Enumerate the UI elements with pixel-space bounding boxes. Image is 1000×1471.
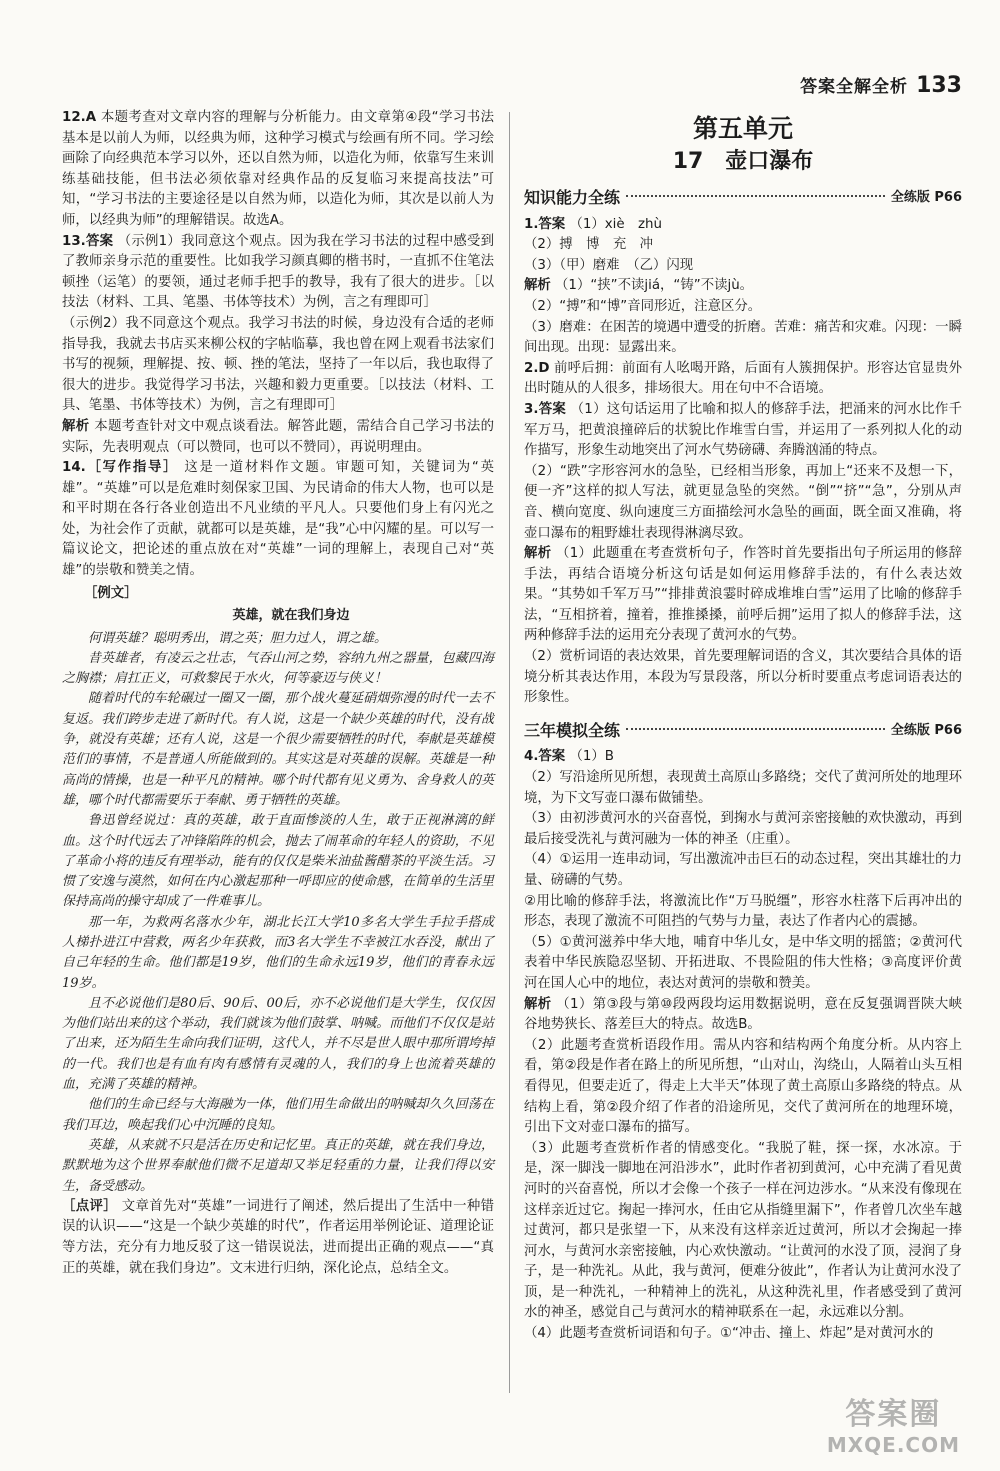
analysis-text: （3）磨难：在困苦的境遇中遭受的折磨。苦难：痛苦和灾难。闪现：一瞬间出现。出现：显露出来。 bbox=[524, 319, 962, 356]
essay-paragraph: 他们的生命已经与大海融为一体，他们用生命做出的呐喊却久久回荡在我们耳边，唤起我们心中沉睡的良知。 bbox=[62, 1097, 494, 1133]
essay-paragraph: 昔英雄者，有凌云之壮志，气吞山河之势，容纳九州之器量，包藏四海之胸襟；肩扛正义，可救黎民于水火，何等豪迈与侠义！ bbox=[62, 650, 494, 687]
answer-tag: 答案 bbox=[538, 749, 566, 765]
essay-paragraph: 且不必说他们是80后、90后、00后，亦不必说他们是大学生，仅仅因为他们站出来的这个举动，我们就该为他们鼓掌、呐喊。而他们不仅仅是站了出来，还为陌生生命向我们证明，这代人，并不尽是世人眼中那所谓垮掉的一代。我们也是有血有肉有感情有灵魂的人，我们的身上也流着英雄的血，充满了英雄的精神。 bbox=[62, 995, 494, 1093]
analysis-text: （2）“搏”和“博”音同形近，注意区分。 bbox=[524, 298, 762, 314]
answer-text: （5）①黄河滋养中华大地，哺育中华儿女，是中华文明的摇篮；②黄河代表着中华民族隐忍坚韧、开拓进取、不畏险阻的伟大性格；③高度评价黄河在国人心中的地位，表达对黄河的崇敬和赞美。 bbox=[524, 934, 962, 991]
analysis-text: （2）此题考查赏析语段作用。需从内容和结构两个角度分析。从内容上看，第②段是作者在路上的所见所想，“山对山，沟绕山，人隔着山头互相看得见，但要走近了，得走上大半天”体现了黄土高原山多路绕的特点。从结构上看，第②段介绍了作者的沿途所见，交代了黄河所在的地理环境，引出下文对壶口瀑布的描写。 bbox=[524, 1037, 962, 1136]
question-number: 12.A bbox=[62, 110, 97, 125]
analysis bbox=[524, 995, 962, 1036]
writing-guide-text: 这是一道材料作文题。审题可知，关键词为“英雄”。“英雄”可以是危难时刻保家卫国、为民请命的伟大人物，也可以是和平时期在各行各业创造出不凡业绩的平凡人。只要他们身上有闪光之处，为社会作了贡献，就都可以是英雄，是“我”心中闪耀的星。可以写一篇议论文，把论述的重点放在对“英雄”一词的理解上，表现自己对“英雄”的崇敬和赞美之情。 bbox=[62, 460, 495, 579]
question-text: 本题考查对文章内容的理解与分析能力。由文章第④段“学习书法基本是以前人为师，以经典为师，这种学习模式与绘画有所不同。学习绘画除了向经典范本学习以外，还以自然为师，以造化为师，依靠写生来训练基础技能，但书法必须依靠对经典作品的反复临习来提高技法”可知，“学习书法的主要途径是以自然为师，以造化为师，其次是以前人为师，以经典为师”的理解错误。故选A。 bbox=[62, 110, 494, 228]
question-2 bbox=[524, 359, 962, 400]
header-title: 答案全解全析 bbox=[800, 77, 909, 97]
answer-text: （2）搏 博 充 冲 bbox=[524, 237, 654, 253]
answer-tag: 答案 bbox=[85, 233, 114, 249]
analysis-text: 本题考查针对文中观点谈看法。解答此题，需结合自己学习书法的实际，先表明观点（可以赞同，也可以不赞同），再说明理由。 bbox=[62, 418, 495, 455]
section-header-knowledge bbox=[524, 188, 962, 209]
page-number: 133 bbox=[916, 73, 962, 98]
section-name: 知识能力全练 bbox=[524, 188, 621, 207]
essay-title: 英雄，就在我们身边 bbox=[232, 608, 350, 624]
dotted-leader bbox=[626, 195, 885, 197]
section-header-simulation bbox=[524, 721, 962, 742]
dotted-leader bbox=[626, 728, 885, 730]
right-column bbox=[524, 108, 962, 1345]
answer-text: （3）（甲）磨难 （乙）闪现 bbox=[524, 257, 694, 273]
answer-text: （1）B bbox=[569, 749, 614, 765]
essay-paragraph: 随着时代的车轮碾过一圈又一圈，那个战火蔓延硝烟弥漫的时代一去不复返。我们跨步走进了新时代。有人说，这是一个缺少英雄的时代，没有战争，就没有英雄；还有人说，这是一个很少需要牺牲的时代，奉献是英雄模范们的事情，不是普通人所能做到的。其实这是对英雄的误解。英雄是一种高尚的情操，也是一种平凡的精神。哪个时代都有见义勇为、舍身救人的英雄，哪个时代都需要乐于奉献、勇于牺牲的英雄。 bbox=[62, 691, 494, 808]
watermark bbox=[827, 1389, 960, 1457]
analysis bbox=[62, 417, 494, 458]
watermark-url: MXQE.COM bbox=[826, 1433, 960, 1457]
essay-paragraph: 何谓英雄？聪明秀出，谓之英；胆力过人，谓之雄。 bbox=[88, 630, 388, 646]
question-13 bbox=[62, 232, 494, 314]
answer-text: （3）由初涉黄河水的兴奋喜悦，到掬水与黄河亲密接触的欢快激动，再到最后接受洗礼与黄河融为一体的神圣（庄重）。 bbox=[524, 811, 962, 847]
example-essay bbox=[62, 606, 494, 1197]
answer-tag: 答案 bbox=[538, 401, 567, 417]
question-3 bbox=[524, 400, 962, 462]
comment-text: 文章首先对“英雄”一词进行了阐述，然后提出了生活中一种错误的认识——“这是一个缺少英雄的时代”，作者运用举例论证、道理论证等方法，充分有力地反驳了这一错误说法，进而提出正确的观点——“真正的英雄，就在我们身边”。文末进行归纳，深化论点，总结全文。 bbox=[62, 1198, 495, 1276]
analysis-text: （1）此题重在考查赏析句子，作答时首先要指出句子所运用的修辞手法，再结合语境分析这句话是如何运用修辞手法的，有什么表达效果。“其势如千军万马”“排排黄浪霎时碎成堆堆白雪”运用了比喻的修辞手法，“互相挤着，撞着，推推搡搡，前呼后拥”运用了拟人的修辞手法，这两种修辞手法的运用充分表现了黄河水的气势。 bbox=[524, 546, 962, 644]
answer-text: （2）“跌”字形容河水的急坠，已经相当形象，再加上“还来不及想一下，便一齐”这样的拟人写法，就更显急坠的突然。“倒”“挤”“急”，分别从声音、横向宽度、纵向速度三方面描绘河水急坠的画面，既全面又准确，将壶口瀑布的粗野雄壮表现得淋漓尽致。 bbox=[524, 463, 962, 541]
question-text: 前呼后拥：前面有人吆喝开路，后面有人簇拥保护。形容达官显贵外出时随从的人很多，排场很大。用在句中不合语境。 bbox=[524, 360, 963, 397]
left-column bbox=[62, 108, 494, 1279]
analysis-text: （3）此题考查赏析作者的情感变化。“我脱了鞋，探一探，水冰凉。于是，深一脚浅一脚地在河沿涉水”，此时作者初到黄河，心中充满了看见黄河时的兴奋喜悦，所以才会像一个孩子一样在河边涉水。“从来没有像现在这样亲近过它。掬起一捧河水，任由它从指缝里漏下”，作者曾几次坐车越过黄河，都只是张望一下，从来没有这样亲近过黄河，所以才会掬起一捧河水，与黄河水亲密接触，内心欢快激动。“让黄河的水没了顶，浸润了身子，是一种洗礼。从此，我与黄河，便难分彼此”，作者认为让黄河水没了顶，是一种洗礼，一种精神上的洗礼，从这种洗礼里，作者感受到了黄河水的神圣，感觉自己与黄河水的精神联系在一起，永远难以分割。 bbox=[524, 1140, 962, 1321]
question-number: 1. bbox=[524, 216, 539, 232]
analysis bbox=[524, 276, 962, 297]
analysis-tag: 解析 bbox=[524, 278, 551, 294]
essay-paragraph: 那一年，为救两名落水少年，湖北长江大学10多名大学生手拉手搭成人梯扑进江中营救，两名少年获救，而3名大学生不幸被江水吞没，献出了自己年轻的生命。他们都是19岁，他们的生命永远19岁，他们的青春永远19岁。 bbox=[62, 914, 494, 991]
question-12 bbox=[62, 108, 494, 232]
analysis-text: （2）赏析词语的表达效果，首先要理解词语的含义，其次要结合具体的语境分析其表达作用，本段为写景段落，所以分析时要重点考虑词语表达的形象性。 bbox=[524, 649, 962, 706]
answer-text: （示例1）我同意这个观点。因为我在学习书法的过程中感受到了教师亲身示范的重要性。比如我学习颜真卿的楷书时，一直抓不住笔法顿挫（运笔）的要领，通过老师手把手的教导，我有了很大的进步。［以技法（材料、工具、笔墨、书体等技术）为例，言之有理即可］ bbox=[62, 233, 495, 311]
analysis-text: （1）“挟”不读jiá，“铸”不读jù。 bbox=[555, 278, 754, 294]
analysis-text: （4）此题考查赏析词语和句子。①“冲击、撞上、炸起”是对黄河水的 bbox=[524, 1326, 934, 1342]
answer-text: （1）这句话运用了比喻和拟人的修辞手法，把涌来的河水比作千军万马，把黄浪撞碎后的状貌比作堆雪白雪，并运用了一系列拟人化的动作描写，形象生动地突出了河水气势磅礴、奔腾汹涌的特点。 bbox=[524, 401, 962, 459]
lesson-title: 17 壶口瀑布 bbox=[672, 149, 814, 174]
answer-tag: 答案 bbox=[538, 216, 566, 232]
answer-text-2: （示例2）我不同意这个观点。我学习书法的时候，身边没有合适的老师指导我，我就去书店买来柳公权的字帖临摹，我也曾在网上观看书法家们书写的视频，理解提、按、顿、挫的笔法，坚持了一年以后，我也取得了很大的进步。我觉得学习书法，兴趣和毅力更重要。［以技法（材料、工具、笔墨、书体等技术）为例，言之有理即可］ bbox=[62, 315, 494, 414]
question-number: 14. bbox=[62, 460, 86, 476]
analysis-tag: 解析 bbox=[62, 418, 90, 434]
page-header bbox=[800, 72, 962, 98]
answer-text: ②用比喻的修辞手法，将激流比作“万马脱缰”，形容水柱落下后再冲出的形态，表现了激流不可阻挡的气势与力量，表达了作者内心的震撼。 bbox=[524, 893, 962, 930]
essay-paragraph: 英雄，从来就不只是活在历史和记忆里。真正的英雄，就在我们身边，默默地为这个世界奉献他们微不足道却又举足轻重的力量，让我们得以安生，备受感动。 bbox=[62, 1137, 494, 1194]
answer-text: （4）①运用一连串动词，写出激流冲击巨石的动态过程，突出其雄壮的力量、磅礴的气势。 bbox=[524, 852, 962, 888]
comment-tag: ［点评］ bbox=[62, 1198, 118, 1214]
section-ref: 全练版 P66 bbox=[890, 722, 962, 738]
question-4 bbox=[524, 747, 962, 768]
writing-guide-tag: ［写作指导］ bbox=[85, 460, 179, 476]
question-1 bbox=[524, 215, 962, 236]
column-divider bbox=[509, 112, 510, 1393]
answer-text: （1）xiè zhù bbox=[569, 216, 663, 232]
essay-paragraph: 鲁迅曾经说过：真的英雄，敢于直面惨淡的人生，敢于正视淋漓的鲜血。这个时代远去了冲锋陷阵的机会，抛去了闹革命的年轻人的资助，不见了革命小将的违反有理举动，能有的仅仅是柴米油盐酱醋茶的平淡生活。习惯了安逸与漠然，如何在内心激起那种一呼即应的使命感，在简单的生活里保持高尚的操守却成了一件难事儿。 bbox=[62, 813, 494, 910]
example-label: ［例文］ bbox=[84, 585, 138, 601]
analysis bbox=[524, 544, 962, 647]
analysis-tag: 解析 bbox=[524, 546, 552, 562]
watermark-logo: 答案圈 bbox=[845, 1397, 942, 1432]
question-number: 4. bbox=[524, 749, 539, 765]
question-number: 3. bbox=[524, 401, 539, 417]
analysis-text: （1）第③段与第⑩段两段均运用数据说明，意在反复强调晋陕大峡谷地势狭长、落差巨大的特点。故选B。 bbox=[524, 996, 963, 1033]
answer-text: （2）写沿途所见所想，表现黄土高原山多路绕；交代了黄河所处的地理环境，为下文写壶口瀑布做铺垫。 bbox=[524, 770, 962, 806]
section-ref: 全练版 P66 bbox=[890, 190, 962, 205]
comment bbox=[62, 1197, 494, 1279]
section-name: 三年模拟全练 bbox=[524, 720, 621, 740]
question-number: 13. bbox=[62, 233, 86, 249]
analysis-tag: 解析 bbox=[524, 996, 552, 1012]
question-number: 2.D bbox=[524, 360, 550, 376]
question-14 bbox=[62, 458, 494, 582]
unit-title: 第五单元 bbox=[692, 114, 793, 143]
